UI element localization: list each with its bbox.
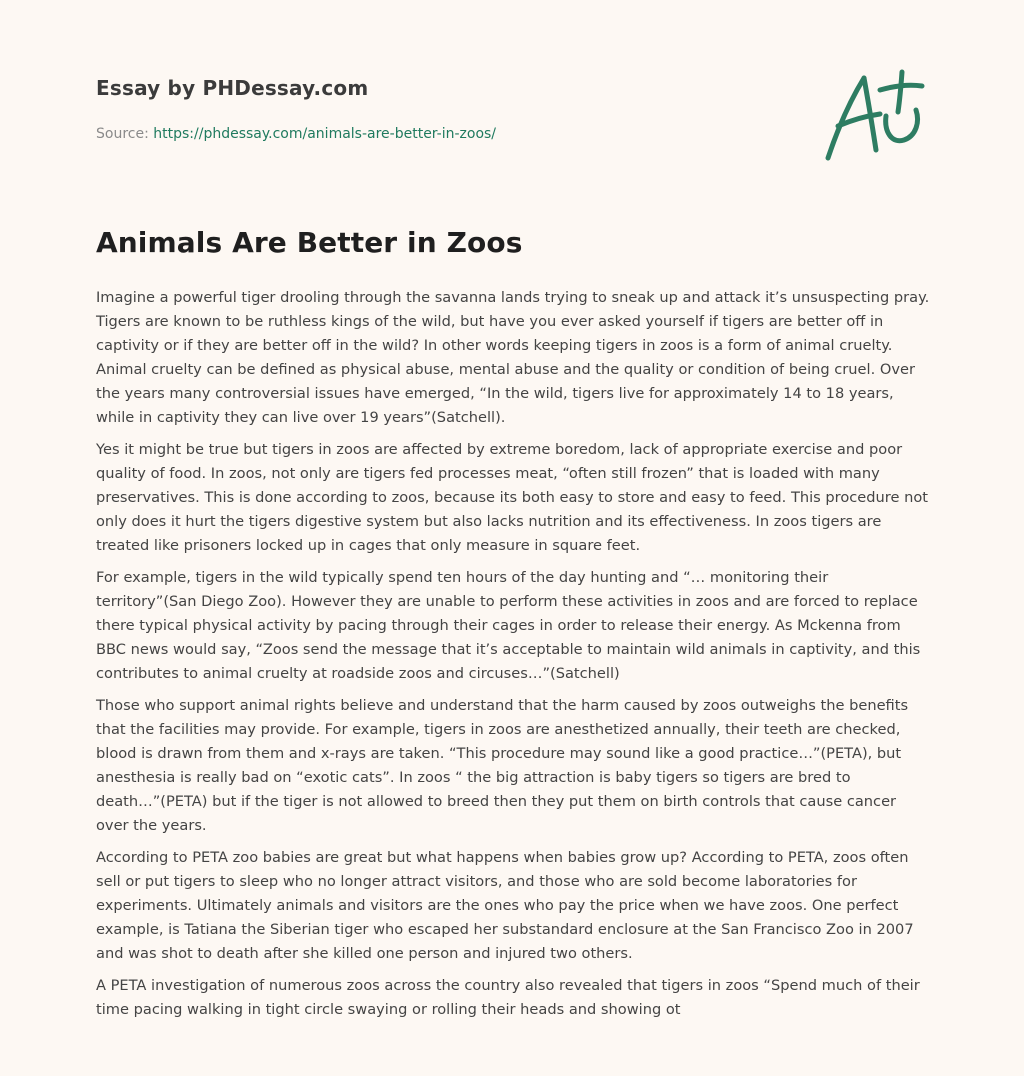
a-plus-logo-icon xyxy=(818,64,930,168)
source-label: Source: xyxy=(96,126,154,142)
article-title: Animals Are Better in Zoos xyxy=(96,226,523,259)
page-header xyxy=(96,76,796,142)
article-body xyxy=(96,286,930,1030)
paragraph-4: Those who support animal rights believe and understand that the harm caused by zoos outweighs the benefits that the facilities may provide. For example, tigers in zoos are anesthetized annually, their teeth are checked, blood is drawn from them and x-rays are taken. “This procedure may sound like a good practice…”(PETA), but anesthesia is really bad on “exotic cats”. In zoos “ the big attraction is baby tigers so tigers are bred to death…”(PETA) but if the tiger is not allowed to breed then they put them on birth controls that cause cancer over the years. xyxy=(96,697,909,834)
paragraph-6: A PETA investigation of numerous zoos across the country also revealed that tigers in zoos “Spend much of their time pacing walking in tight circle swaying or rolling their heads and showing ot xyxy=(96,977,920,1018)
source-link[interactable]: https://phdessay.com/animals-are-better-in-zoos/ xyxy=(153,126,497,142)
paragraph-5: According to PETA zoo babies are great but what happens when babies grow up? According to PETA, zoos often sell or put tigers to sleep who no longer attract visitors, and those who are sold become laboratories for experiments. Ultimately animals and visitors are the ones who pay the price when we have zoos. One perfect example, is Tatiana the Siberian tiger who escaped her substandard enclosure at the San Francisco Zoo in 2007 and was shot to death after she killed one person and injured two others. xyxy=(96,849,914,962)
paragraph-2: Yes it might be true but tigers in zoos are affected by extreme boredom, lack of appropriate exercise and poor quality of food. In zoos, not only are tigers fed processes meat, “often still frozen” that is loaded with many preservatives. This is done according to zoos, because its both easy to store and easy to feed. This procedure not only does it hurt the tigers digestive system but also lacks nutrition and its effectiveness. In zoos tigers are treated like prisoners locked up in cages that only measure in square feet. xyxy=(96,441,928,554)
paragraph-3: For example, tigers in the wild typically spend ten hours of the day hunting and “… monitoring their territory”(San Diego Zoo). However they are unable to perform these activities in zoos and are forced to replace there typical physical activity by pacing through their cages in order to release their energy. As Mckenna from BBC news would say, “Zoos send the message that it’s acceptable to maintain wild animals in captivity, and this contributes to animal cruelty at roadside zoos and circuses…”(Satchell) xyxy=(96,569,921,682)
site-brand: Essay by PHDessay.com xyxy=(96,76,369,100)
source-line xyxy=(96,126,796,142)
paragraph-1: Imagine a powerful tiger drooling through the savanna lands trying to sneak up and attack it’s unsuspecting pray. Tigers are known to be ruthless kings of the wild, but have you ever asked yourself if tigers are better off in captivity or if they are better off in the wild? In other words keeping tigers in zoos is a form of animal cruelty. Animal cruelty can be defined as physical abuse, mental abuse and the quality or condition of being cruel. Over the years many controversial issues have emerged, “In the wild, tigers live for approximately 14 to 18 years, while in captivity they can live over 19 years”(Satchell). xyxy=(96,289,930,426)
